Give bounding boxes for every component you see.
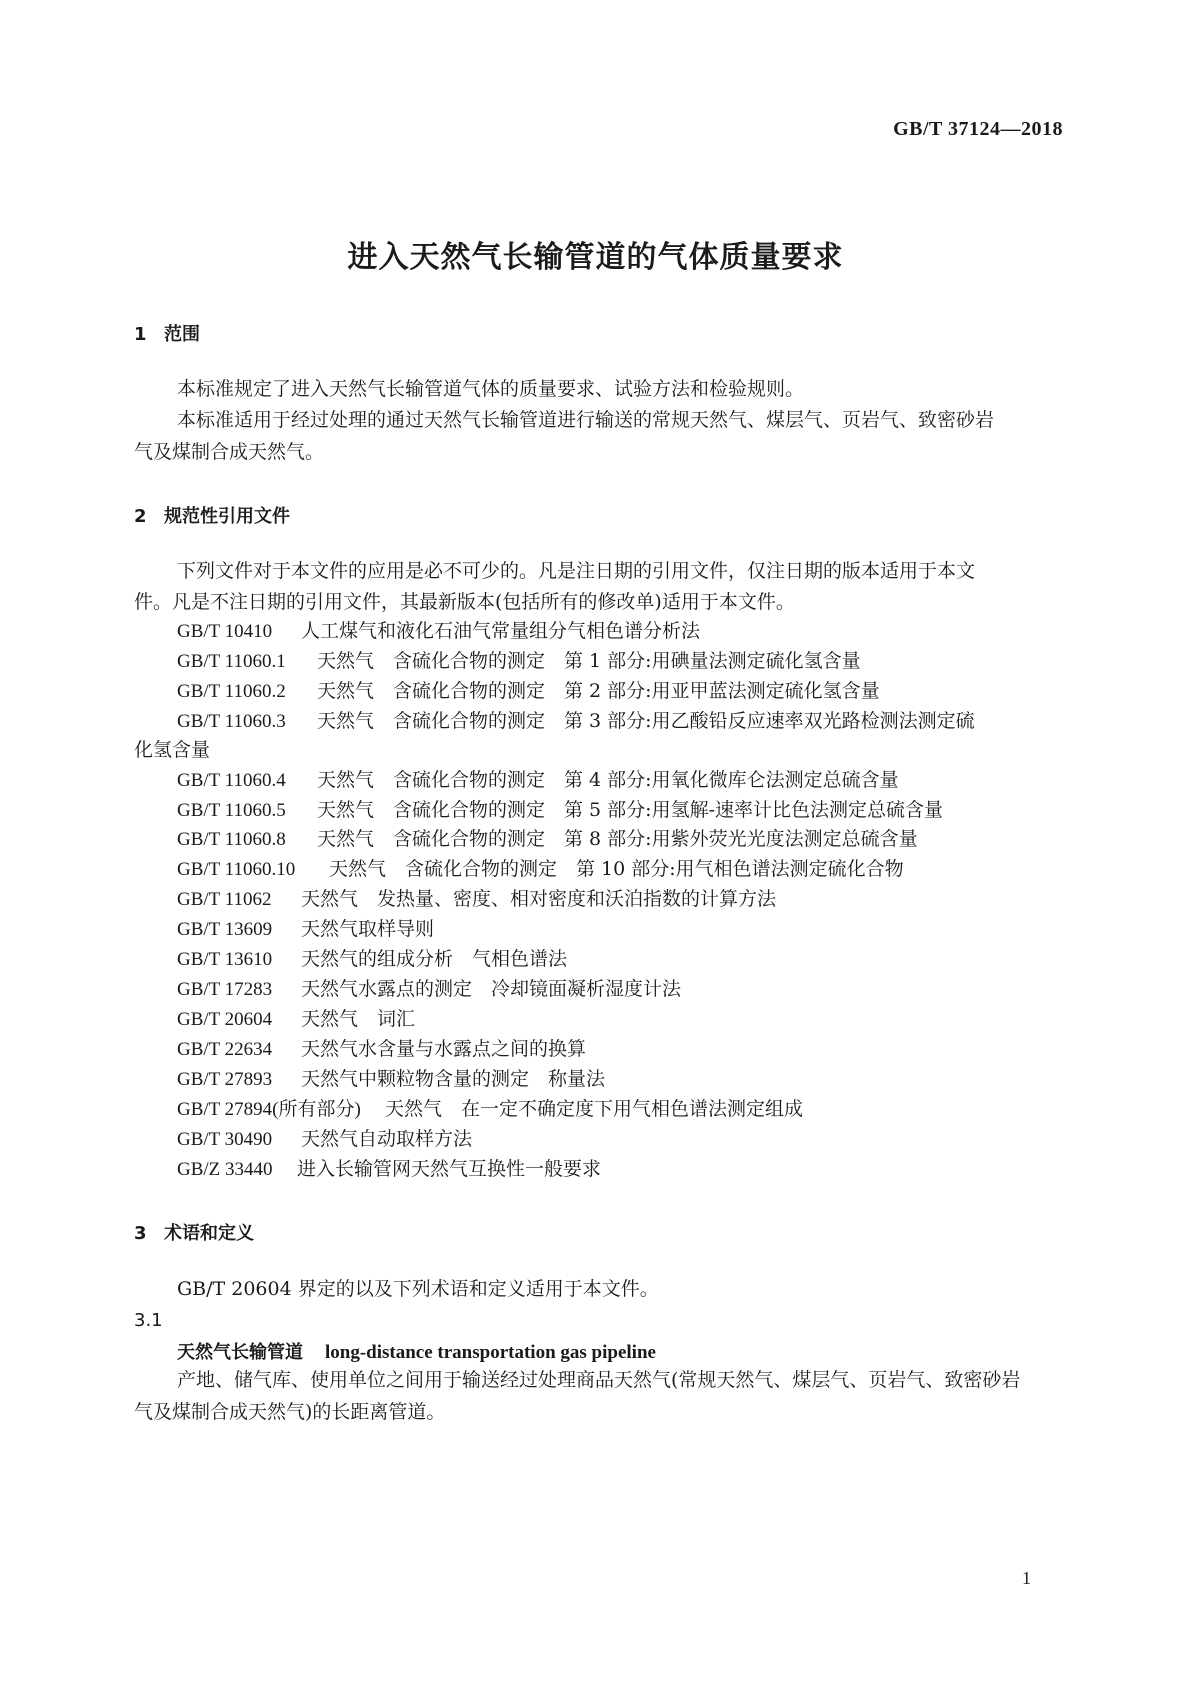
reference-item xyxy=(177,799,943,822)
section-title: 规范性引用文件 xyxy=(164,506,290,527)
reference-title: 天然气自动取样方法 xyxy=(301,1128,473,1150)
paragraph: GB/T 20604 界定的以及下列术语和定义适用于本文件。 xyxy=(177,1278,659,1300)
section-number: 1 xyxy=(134,324,147,345)
reference-code: GB/T 22634 xyxy=(177,1039,273,1060)
section-heading-normative-refs xyxy=(134,502,290,528)
reference-title: 天然气水含量与水露点之间的换算 xyxy=(301,1038,587,1060)
reference-item xyxy=(177,858,904,881)
reference-code: GB/T 11060.2 xyxy=(177,681,286,702)
reference-item xyxy=(177,1098,803,1121)
section-heading-terms xyxy=(134,1219,254,1245)
reference-title: 天然气 含硫化合物的测定 第 10 部分:用气相色谱法测定硫化合物 xyxy=(329,858,904,880)
page-number: 1 xyxy=(1022,1568,1031,1588)
section-heading-scope xyxy=(134,320,200,346)
paragraph: 本标准适用于经过处理的通过天然气长输管道进行输送的常规天然气、煤层气、页岩气、致密砂岩 xyxy=(177,409,995,431)
reference-title: 天然气 含硫化合物的测定 第 8 部分:用紫外荧光光度法测定总硫含量 xyxy=(317,828,918,850)
reference-item xyxy=(177,769,899,792)
reference-title: 天然气 含硫化合物的测定 第 1 部分:用碘量法测定硫化氢含量 xyxy=(317,650,861,672)
term-english: long-distance transportation gas pipeline xyxy=(325,1342,656,1363)
reference-item xyxy=(177,1068,605,1091)
term-definition: 产地、储气库、使用单位之间用于输送经过处理商品天然气(常规天然气、煤层气、页岩气、致密砂岩 xyxy=(177,1369,1021,1391)
reference-code: GB/T 30490 xyxy=(177,1129,273,1150)
reference-code: GB/T 11060.10 xyxy=(177,859,296,880)
clause-number: 3.1 xyxy=(134,1310,163,1331)
reference-title: 天然气 词汇 xyxy=(301,1008,416,1030)
reference-item xyxy=(177,1128,472,1151)
reference-code: GB/Z 33440 xyxy=(177,1159,273,1180)
reference-item xyxy=(177,620,700,643)
term-entry xyxy=(177,1338,656,1364)
reference-item xyxy=(177,918,434,941)
section-title: 范围 xyxy=(164,324,200,345)
paragraph-continuation: 气及煤制合成天然气。 xyxy=(134,441,325,463)
reference-code: GB/T 11060.4 xyxy=(177,770,286,791)
section-number: 3 xyxy=(134,1223,147,1244)
standard-code: GB/T 37124—2018 xyxy=(893,118,1063,140)
reference-title: 天然气 在一定不确定度下用气相色谱法测定组成 xyxy=(385,1098,804,1120)
reference-title: 人工煤气和液化石油气常量组分气相色谱分析法 xyxy=(301,620,701,642)
reference-title: 天然气 含硫化合物的测定 第 2 部分:用亚甲蓝法测定硫化氢含量 xyxy=(317,680,880,702)
reference-code: GB/T 10410 xyxy=(177,621,273,642)
reference-title: 天然气 发热量、密度、相对密度和沃泊指数的计算方法 xyxy=(301,888,777,910)
reference-item xyxy=(177,1008,415,1031)
reference-title: 天然气 含硫化合物的测定 第 5 部分:用氢解-速率计比色法测定总硫含量 xyxy=(317,799,943,821)
section-title: 术语和定义 xyxy=(164,1223,254,1244)
reference-title: 天然气中颗粒物含量的测定 称量法 xyxy=(301,1068,606,1090)
reference-code: GB/T 20604 xyxy=(177,1009,273,1030)
reference-item xyxy=(177,710,975,733)
reference-item xyxy=(177,978,681,1001)
reference-code: GB/T 17283 xyxy=(177,979,273,1000)
paragraph: 下列文件对于本文件的应用是必不可少的。凡是注日期的引用文件，仅注日期的版本适用于本文 xyxy=(177,560,976,582)
reference-code: GB/T 13609 xyxy=(177,919,273,940)
reference-code: GB/T 11060.3 xyxy=(177,711,286,732)
reference-code: GB/T 27894(所有部分) xyxy=(177,1099,361,1120)
reference-code: GB/T 11060.1 xyxy=(177,651,286,672)
reference-code: GB/T 27893 xyxy=(177,1069,273,1090)
term-definition-continuation: 气及煤制合成天然气)的长距离管道。 xyxy=(134,1401,446,1423)
reference-title: 天然气取样导则 xyxy=(301,918,435,940)
reference-title: 天然气的组成分析 气相色谱法 xyxy=(301,948,568,970)
reference-item xyxy=(177,1158,601,1181)
reference-item xyxy=(177,888,776,911)
paragraph: 本标准规定了进入天然气长输管道气体的质量要求、试验方法和检验规则。 xyxy=(177,378,805,400)
reference-item xyxy=(177,650,861,673)
reference-title: 天然气 含硫化合物的测定 第 3 部分:用乙酸铅反应速率双光路检测法测定硫 xyxy=(317,710,975,732)
reference-item xyxy=(177,1038,586,1061)
document-title: 进入天然气长输管道的气体质量要求 xyxy=(347,240,844,275)
reference-item xyxy=(177,948,567,971)
reference-item xyxy=(177,680,880,703)
reference-code: GB/T 11062 xyxy=(177,889,272,910)
reference-code: GB/T 11060.8 xyxy=(177,829,286,850)
reference-title: 天然气 含硫化合物的测定 第 4 部分:用氧化微库仑法测定总硫含量 xyxy=(317,769,899,791)
reference-continuation: 化氢含量 xyxy=(134,739,211,761)
reference-code: GB/T 13610 xyxy=(177,949,273,970)
term-chinese: 天然气长输管道 xyxy=(177,1342,303,1363)
reference-title: 天然气水露点的测定 冷却镜面凝析湿度计法 xyxy=(301,978,682,1000)
paragraph-continuation: 件。凡是不注日期的引用文件，其最新版本(包括所有的修改单)适用于本文件。 xyxy=(134,591,795,613)
reference-item xyxy=(177,828,918,851)
reference-title: 进入长输管网天然气互换性一般要求 xyxy=(297,1158,602,1180)
reference-code: GB/T 11060.5 xyxy=(177,800,286,821)
section-number: 2 xyxy=(134,506,147,527)
